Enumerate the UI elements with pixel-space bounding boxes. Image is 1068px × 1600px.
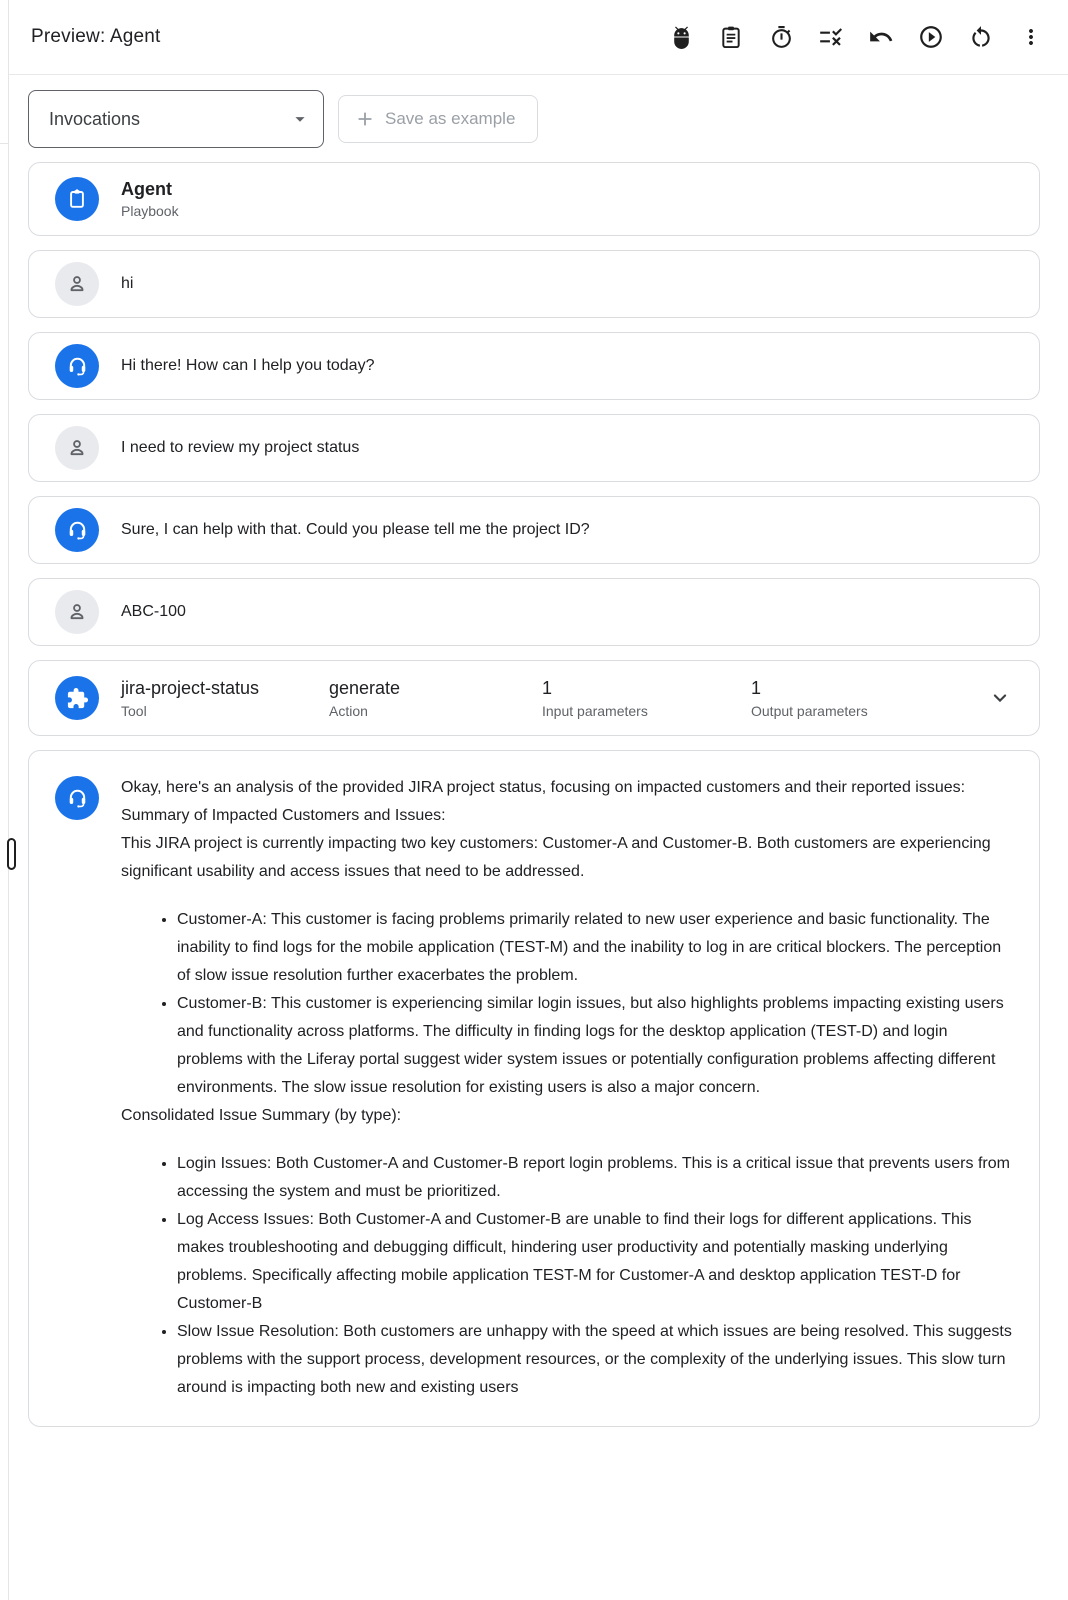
output-count: 1 — [751, 677, 762, 698]
action-name: generate — [329, 677, 401, 698]
restart-icon[interactable] — [968, 24, 994, 50]
preview-toolbar — [9, 90, 1068, 148]
preview-panel — [9, 0, 1068, 1427]
plus-icon — [354, 108, 376, 130]
playbook-card[interactable] — [28, 162, 1040, 236]
tool-name-column — [121, 677, 329, 720]
headset-icon — [55, 344, 99, 388]
user-message-card — [28, 578, 1040, 646]
issue-type-list — [121, 1150, 1013, 1402]
agent-message-card — [28, 496, 1040, 564]
checklist-icon[interactable] — [818, 24, 844, 50]
customer-issues-list — [121, 906, 1013, 1102]
list-item: • Login Issues: Both Customer-A and Customer-B report login problems. This is a critical issue that prevents users from accessing the system and must be prioritized. — [177, 1150, 1013, 1206]
chevron-down-icon — [289, 108, 311, 130]
agent-message-text: Sure, I can help with that. Could you please tell me the project ID? — [121, 521, 590, 538]
user-icon — [55, 426, 99, 470]
header-toolbar — [668, 24, 1044, 50]
panel-resize-handle[interactable] — [7, 838, 16, 870]
expand-chevron-icon[interactable] — [987, 685, 1013, 711]
save-as-example-label: Save as example — [385, 109, 516, 128]
tool-output-column — [751, 677, 987, 720]
user-message-text: ABC-100 — [121, 603, 186, 620]
user-icon — [55, 590, 99, 634]
panel-divider — [8, 0, 9, 1600]
input-count: 1 — [542, 677, 553, 698]
playbook-icon — [55, 177, 99, 221]
agent-message-card — [28, 332, 1040, 400]
headset-icon — [55, 776, 99, 820]
agent-analysis-text — [121, 774, 1013, 1402]
list-item: • Customer-A: This customer is facing problems primarily related to new user experience and basic functionality. The inability to find logs for the mobile application (TEST-M) and the inability to log in are critical blockers. The perception of slow issue resolution further exacerbates the problem. — [177, 906, 1013, 990]
playbook-subtitle: Playbook — [121, 203, 179, 219]
tool-action-column — [329, 677, 542, 720]
user-message-text: hi — [121, 275, 134, 292]
user-message-card — [28, 250, 1040, 318]
timer-icon[interactable] — [768, 24, 794, 50]
user-message-card — [28, 414, 1040, 482]
user-icon — [55, 262, 99, 306]
analysis-overview: This JIRA project is currently impacting two key customers: Customer-A and Customer-B. Both customers are experiencing significant usability and access issues that need to be addressed. — [121, 835, 991, 880]
invocations-select-value: Invocations — [49, 108, 141, 129]
tool-extension-icon — [55, 676, 99, 720]
undo-icon[interactable] — [868, 24, 894, 50]
list-item: • Slow Issue Resolution: Both customers are unhappy with the speed at which issues are being resolved. This suggests problems with the support process, development resources, or the complexity of the underlying issues. This slow turn around is impacting both new and existing users — [177, 1318, 1013, 1402]
agent-analysis-card — [28, 750, 1040, 1427]
tool-input-column — [542, 677, 751, 720]
tool-type-label: Tool — [121, 702, 147, 719]
list-item: • Customer-B: This customer is experiencing similar login issues, but also highlights problems impacting existing users and functionality across platforms. The difficulty in finding logs for the desktop application (TEST-D) and login problems with the Liferay portal suggest wider system issues or potentially configuration problems affecting different environments. The slow issue resolution for existing users is also a major concern. — [177, 990, 1013, 1102]
headset-icon — [55, 508, 99, 552]
user-message-text: I need to review my project status — [121, 439, 360, 456]
action-type-label: Action — [329, 702, 368, 719]
more-vert-icon[interactable] — [1018, 24, 1044, 50]
play-circle-icon[interactable] — [918, 24, 944, 50]
preview-header — [9, 0, 1068, 75]
save-as-example-button[interactable] — [338, 95, 538, 143]
output-label: Output parameters — [751, 702, 868, 719]
analysis-intro: Okay, here's an analysis of the provided JIRA project status, focusing on impacted customers and their reported issues: — [121, 779, 966, 796]
gutter-divider — [0, 143, 9, 144]
conversation-list — [9, 162, 1068, 1427]
analysis-heading-summary: Summary of Impacted Customers and Issues: — [121, 807, 446, 824]
assignment-icon[interactable] — [718, 24, 744, 50]
agent-message-text: Hi there! How can I help you today? — [121, 357, 375, 374]
invocations-select[interactable] — [28, 90, 324, 148]
smart-toy-icon[interactable] — [668, 24, 694, 50]
analysis-heading-consolidated: Consolidated Issue Summary (by type): — [121, 1107, 402, 1124]
playbook-title: Agent — [121, 179, 172, 199]
list-item: • Log Access Issues: Both Customer-A and Customer-B are unable to find their logs for different applications. This makes troubleshooting and debugging difficult, hindering user productivity and potentially masking underlying problems. Specifically affecting mobile application TEST-M for Customer-A and desktop application TEST-D for Customer-B — [177, 1206, 1013, 1318]
tool-invocation-card[interactable] — [28, 660, 1040, 736]
playbook-info — [121, 178, 179, 220]
tool-name: jira-project-status — [121, 677, 260, 698]
page-title: Preview: Agent — [31, 26, 161, 47]
input-label: Input parameters — [542, 702, 648, 719]
